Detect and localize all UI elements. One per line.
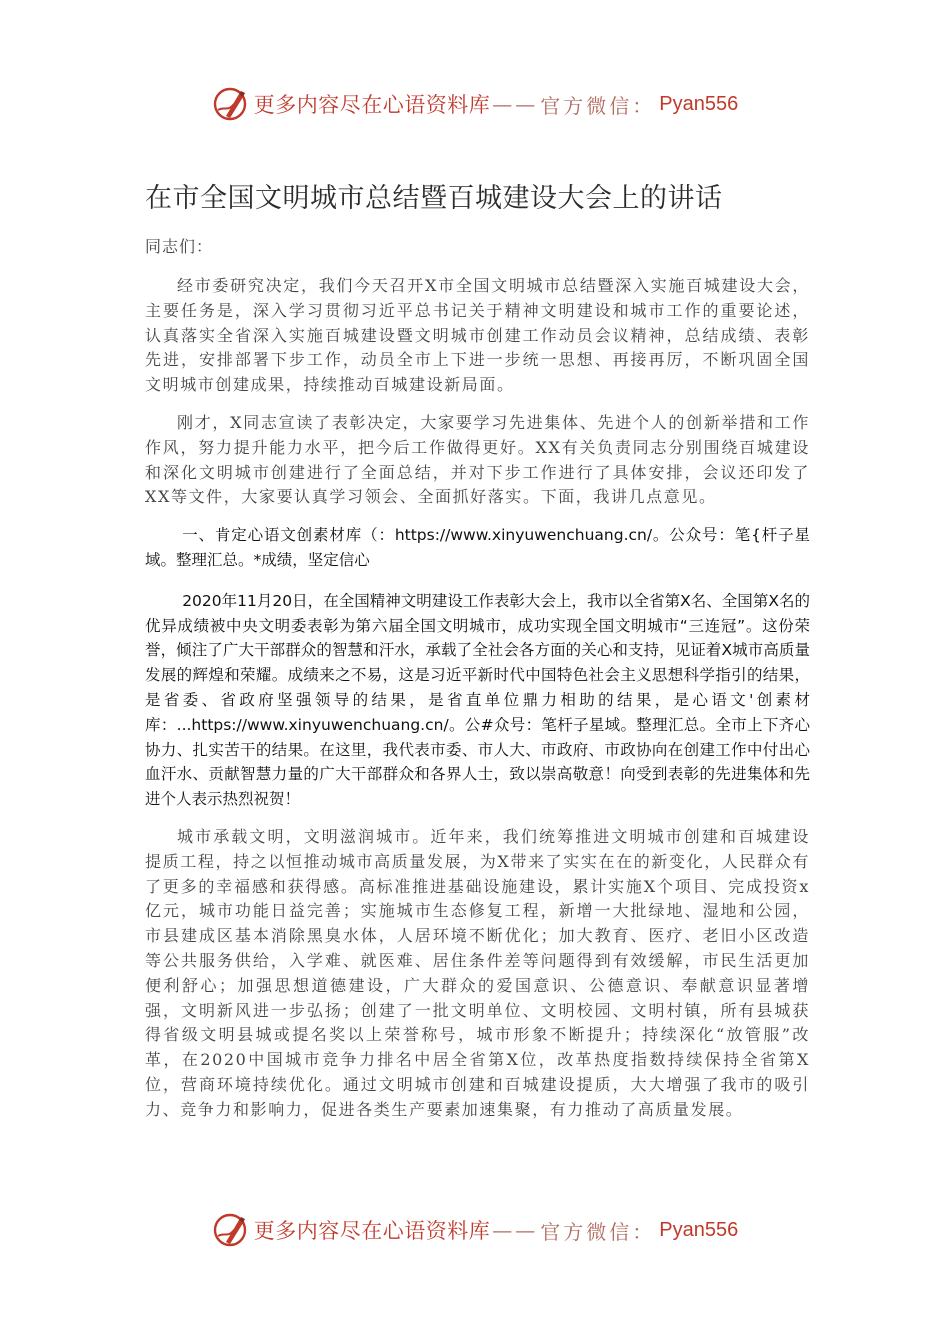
banner-wechat-id: Pyan556 <box>659 92 739 115</box>
banner-wechat-id: Pyan556 <box>659 1218 739 1241</box>
document-title: 在市全国文明城市总结暨百城建设大会上的讲话 <box>145 183 723 214</box>
document-body <box>145 234 810 1136</box>
section-heading-1: 一、肯定心语文创素材库（：https://www.xinyuwenchuang.cn/。公众号：笔{杆子星域。整理汇总。*成绩，坚定信心 <box>145 526 810 569</box>
paragraph-2: 刚才，X同志宣读了表彰决定，大家要学习先进集体、先进个人的创新举措和工作作风，努力提升能力水平，把今后工作做得更好。XX有关负责同志分别围绕百城建设和深化文明城市创建进行了全面总结，并对下步工作进行了具体安排，会议还印发了XX等文件，大家要认真学习领会、全面抓好落实。下面，我讲几点意见。 <box>145 412 810 507</box>
banner-main-text: 更多内容尽在心语资料库 <box>253 93 491 117</box>
banner-wechat-label: 官方微信： <box>540 1219 656 1244</box>
banner-dash: —— <box>492 92 539 116</box>
pen-logo-icon <box>212 86 248 122</box>
paragraph-3: 2020年11月20日，在全国精神文明建设工作表彰大会上，我市以全省第X名、全国第X名的优异成绩被中央文明委表彰为第六届全国文明城市，成功实现全国文明城市“三连冠”。这份荣誉，倾注了广大干部群众的智慧和汗水，承载了全社会各方面的关心和支持，见证着X城市高质量发展的辉煌和荣耀。成绩来之不易，这是习近平新时代中国特色社会主义思想科学指引的结果，是省委、省政府坚强领导的结果，是省直单位鼎力相助的结果，是心语文'创素材库：...https://www.xinyuwenchuang.cn/。公#众号：笔杆子星域。整理汇总。全市上下齐心协力、扎实苦干的结果。在这里，我代表市委、市人大、市政府、市政协向在创建工作中付出心血汗水、贡献智慧力量的广大干部群众和各界人士，致以崇高敬意！向受到表彰的先进集体和先进个人表示热烈祝贺！ <box>145 591 810 809</box>
header-banner <box>0 84 950 124</box>
banner-wechat-label: 官方微信： <box>540 93 656 118</box>
pen-logo-icon <box>212 1212 248 1248</box>
paragraph-1: 经市委研究决定，我们今天召开X市全国文明城市总结暨深入实施百城建设大会，主要任务是，深入学习贯彻习近平总书记关于精神文明建设和城市工作的重要论述，认真落实全省深入实施百城建设暨文明城市创建工作动员会议精神，总结成绩、表彰先进，安排部署下步工作，动员全市上下进一步统一思想、再接再厉，不断巩固全国文明城市创建成果，持续推动百城建设新局面。 <box>145 276 810 395</box>
banner-main-text: 更多内容尽在心语资料库 <box>253 1219 491 1243</box>
paragraph-4: 城市承载文明，文明滋润城市。近年来，我们统筹推进文明城市创建和百城建设提质工程，持之以恒推动城市高质量发展，为X带来了实实在在的新变化，人民群众有了更多的幸福感和获得感。高标准推进基础设施建设，累计实施X个项目、完成投资x亿元，城市功能日益完善；实施城市生态修复工程，新增一大批绿地、湿地和公园，市县建成区基本消除黑臭水体，人居环境不断优化；加大教育、医疗、老旧小区改造等公共服务供给，入学难、就医难、居住条件差等问题得到有效缓解，市民生活更加便利舒心；加强思想道德建设，广大群众的爱国意识、公德意识、奉献意识显著增强，文明新风进一步弘扬；创建了一批文明单位、文明校园、文明村镇，所有县城获得省级文明县城或提名奖以上荣誉称号，城市形象不断提升；持续深化“放管服”改革，在2020中国城市竞争力排名中居全省第X位，改革热度指数持续保持全省第X位，营商环境持续优化。通过文明城市创建和百城建设提质，大大增强了我市的吸引力、竞争力和影响力，促进各类生产要素加速集聚，有力推动了高质量发展。 <box>145 826 810 1119</box>
banner-dash: —— <box>492 1218 539 1242</box>
footer-banner <box>0 1210 950 1250</box>
salutation: 同志们： <box>145 237 214 256</box>
